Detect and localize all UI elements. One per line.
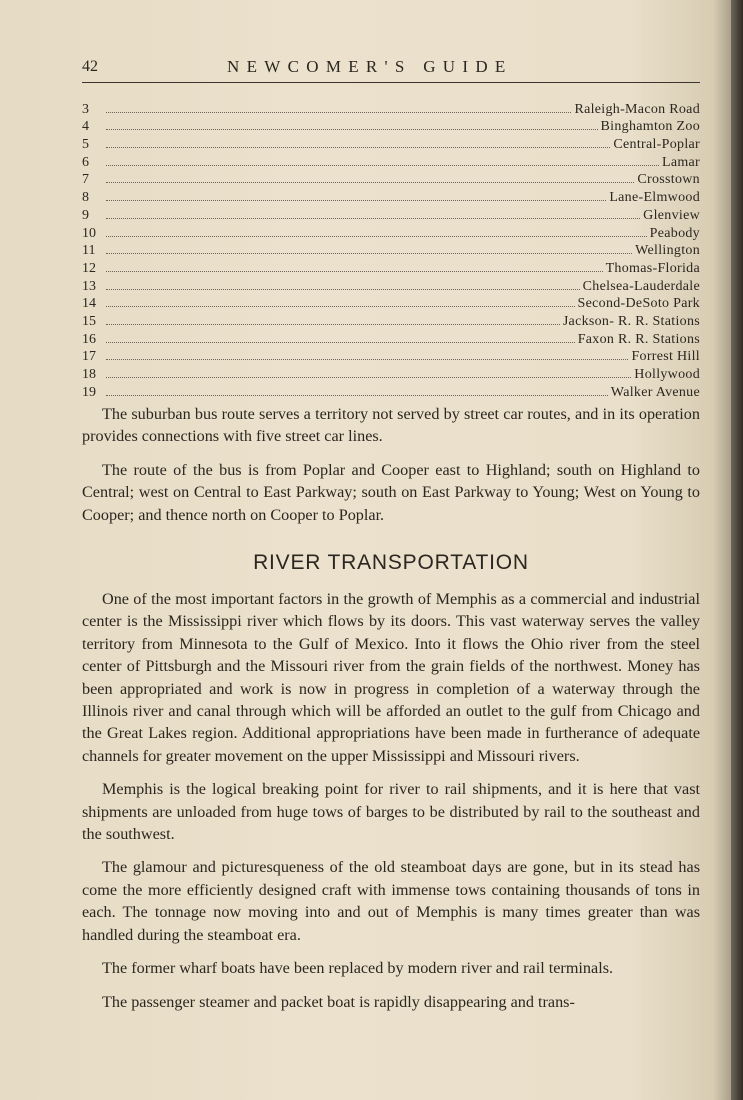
stop-row (82, 259, 700, 277)
dot-leader (106, 164, 659, 166)
stop-row (82, 153, 700, 171)
paragraph: Memphis is the logical breaking point for river to rail shipments, and it is here that vast shipments are unloaded from huge tows of barges to be distributed by rail to the southeast and the southwest. (82, 780, 700, 844)
dot-leader (106, 252, 632, 254)
paragraph: The glamour and picturesqueness of the old steamboat days are gone, but in its stead has come the more efficiently designed craft with immense tows containing thousands of tons in each. The tonnage now moving into and out of Memphis is many times greater than was handled during the steamboat era. (82, 858, 700, 944)
stop-number: 11 (82, 243, 96, 259)
stop-row (82, 277, 700, 295)
stop-number: 5 (82, 137, 89, 153)
stop-row (82, 242, 700, 260)
stop-name: Faxon R. R. Stations (577, 331, 700, 347)
dot-leader (106, 111, 571, 113)
dot-leader (106, 128, 598, 130)
stop-number: 13 (82, 278, 96, 294)
dot-leader (106, 235, 647, 237)
running-title: NEWCOMER'S GUIDE (227, 57, 513, 76)
stop-number: 18 (82, 367, 96, 382)
dot-leader (106, 376, 631, 378)
page-number: 42 (82, 58, 98, 75)
dot-leader (106, 341, 575, 343)
dot-leader (106, 146, 610, 148)
stop-name: Crosstown (637, 172, 700, 188)
stop-row (82, 330, 700, 348)
dot-leader (106, 288, 580, 290)
stop-row (82, 171, 700, 189)
stop-name: Lane-Elmwood (609, 190, 700, 206)
stop-name: Lamar (661, 154, 700, 170)
dot-leader (106, 181, 634, 183)
bus-route-text (82, 403, 700, 537)
stop-name: Forrest Hill (631, 349, 700, 365)
stop-number: 8 (82, 190, 89, 206)
stop-row (82, 224, 700, 242)
dot-leader (106, 323, 560, 325)
stop-number: 19 (82, 384, 96, 400)
stop-number: 17 (82, 349, 96, 365)
stop-name: Hollywood (634, 367, 700, 382)
stop-row (82, 118, 700, 136)
stop-row (82, 383, 700, 401)
stop-name: Central-Poplar (613, 137, 700, 153)
dot-leader (106, 358, 628, 360)
stop-number: 3 (82, 101, 89, 117)
stop-row (82, 188, 700, 206)
dot-leader (106, 305, 575, 307)
stop-number: 16 (82, 331, 96, 347)
header-rule (82, 82, 700, 83)
stop-name: Thomas-Florida (605, 260, 700, 276)
stop-number: 15 (82, 313, 96, 329)
stop-name: Binghamton Zoo (600, 119, 700, 135)
stop-name: Peabody (649, 225, 700, 241)
stop-row (82, 135, 700, 153)
stop-row (82, 348, 700, 366)
page-header (82, 56, 700, 82)
stop-row (82, 312, 700, 330)
stop-name: Glenview (643, 207, 700, 223)
dot-leader (106, 270, 603, 272)
paragraph: The former wharf boats have been replaced by modern river and rail terminals. (102, 959, 614, 978)
stop-number: 14 (82, 296, 96, 312)
dot-leader (106, 199, 606, 201)
book-binding-shadow (731, 0, 743, 1100)
stop-row (82, 206, 700, 224)
stop-row (82, 100, 700, 118)
stop-number: 9 (82, 207, 89, 223)
stop-row (82, 295, 700, 313)
dot-leader (106, 217, 640, 219)
stop-name: Chelsea-Lauderdale (582, 278, 700, 294)
bus-stop-list (82, 100, 700, 401)
paragraph: One of the most important factors in the growth of Memphis as a commercial and industrial center is the Mississippi river which flows by its doors. This vast waterway serves the valley territory from Minnesota to the Gulf of Mexico. Into it flows the Ohio river from the steel center of Pittsburgh and the Missouri river from the grain fields of the northwest. Money has been appropriated and work is now in progress in completion of a waterway through the Illinois river and canal through which will be afforded an outlet to the gulf from Chicago and the Great Lakes region. Additional appropriations have been made in furtherance of adequate channels for greater movement on the upper Mississippi and Missouri rivers. (82, 590, 700, 765)
stop-number: 4 (82, 119, 89, 135)
stop-name: Raleigh-Macon Road (574, 101, 700, 117)
paragraph: The route of the bus is from Poplar and Cooper east to Highland; south on Highland to Central; west on Central to East Parkway; south on East Parkway to Young; West on Young to Cooper; and thence north on Cooper to Poplar. (82, 460, 700, 524)
stop-number: 12 (82, 260, 96, 276)
stop-number: 7 (82, 172, 89, 188)
paragraph: The passenger steamer and packet boat is rapidly disappearing and trans- (102, 992, 575, 1011)
stop-row (82, 365, 700, 383)
paragraph: The suburban bus route serves a territory not served by street car routes, and in its operation provides connections with five street car lines. (82, 405, 700, 446)
stop-number: 6 (82, 154, 89, 170)
stop-number: 10 (82, 225, 96, 241)
stop-name: Walker Avenue (610, 384, 700, 400)
river-transportation-text (82, 588, 700, 1024)
dot-leader (106, 394, 608, 396)
stop-name: Second-DeSoto Park (577, 296, 700, 312)
stop-name: Jackson- R. R. Stations (562, 313, 700, 329)
section-title: RIVER TRANSPORTATION (253, 551, 529, 574)
stop-name: Wellington (635, 243, 700, 259)
